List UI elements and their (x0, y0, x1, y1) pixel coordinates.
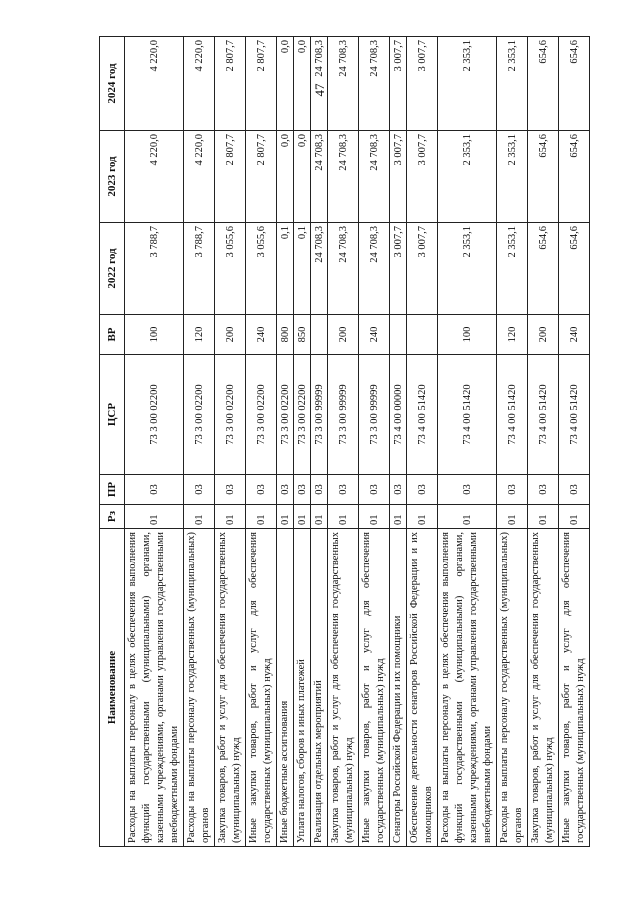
table-header-row (100, 37, 125, 847)
row-name: Закупка товаров, работ и услуг для обеспечения государственных (муниципальных) нужд (328, 529, 359, 847)
row-name: Уплата налогов, сборов и иных платежей (294, 529, 311, 847)
header-2024: 2024 год (100, 37, 125, 131)
row-pr: 03 (294, 475, 311, 505)
table-row (294, 37, 311, 847)
row-csr: 73 4 00 00000 (390, 355, 407, 475)
row-vr (311, 315, 328, 355)
row-vr: 100 (125, 315, 184, 355)
row-pr: 03 (390, 475, 407, 505)
row-2024: 2 353,1 (497, 37, 528, 131)
row-2024: 2 353,1 (438, 37, 497, 131)
row-rz: 01 (246, 505, 277, 529)
row-2022: 0,1 (294, 223, 311, 315)
row-2022: 24 708,3 (311, 223, 328, 315)
row-csr: 73 4 00 51420 (528, 355, 559, 475)
row-csr: 73 3 00 99999 (311, 355, 328, 475)
header-2022: 2022 год (100, 223, 125, 315)
header-rz: Рз (100, 505, 125, 529)
row-2022: 3 055,6 (215, 223, 246, 315)
table-row (359, 37, 390, 847)
row-vr: 200 (328, 315, 359, 355)
table-row (184, 37, 215, 847)
table-row (497, 37, 528, 847)
row-2024: 2 807,7 (246, 37, 277, 131)
row-2022: 24 708,3 (328, 223, 359, 315)
row-rz: 01 (497, 505, 528, 529)
row-2022: 654,6 (528, 223, 559, 315)
row-vr: 240 (359, 315, 390, 355)
row-2024: 0,0 (277, 37, 294, 131)
table-row (215, 37, 246, 847)
row-2023: 2 807,7 (215, 131, 246, 223)
row-rz: 01 (407, 505, 438, 529)
row-name: Расходы на выплаты персоналу государственных (муниципальных) органов (184, 529, 215, 847)
table-row (407, 37, 438, 847)
row-2024: 0,0 (294, 37, 311, 131)
row-rz: 01 (311, 505, 328, 529)
row-2024: 3 007,7 (407, 37, 438, 131)
row-2024: 2 807,7 (215, 37, 246, 131)
row-rz: 01 (390, 505, 407, 529)
row-2024: 24 708,3 (359, 37, 390, 131)
row-2023: 654,6 (559, 131, 590, 223)
row-name: Иные закупки товаров, работ и услуг для обеспечения государственных (муниципальных) нужд (559, 529, 590, 847)
row-rz: 01 (559, 505, 590, 529)
row-2024: 4 220,0 (184, 37, 215, 131)
row-csr: 73 4 00 51420 (438, 355, 497, 475)
page-number: 47 (312, 83, 327, 97)
row-pr: 03 (125, 475, 184, 505)
table-row (559, 37, 590, 847)
row-vr: 240 (559, 315, 590, 355)
row-name: Иные закупки товаров, работ и услуг для обеспечения государственных (муниципальных) нужд (359, 529, 390, 847)
row-2022: 2 353,1 (438, 223, 497, 315)
table-row (328, 37, 359, 847)
table-row (277, 37, 294, 847)
row-pr: 03 (407, 475, 438, 505)
table-row (528, 37, 559, 847)
row-rz: 01 (328, 505, 359, 529)
row-2023: 3 007,7 (407, 131, 438, 223)
row-name: Обеспечение деятельности сенаторов Российской Федерации и их помощников (407, 529, 438, 847)
row-pr: 03 (328, 475, 359, 505)
row-csr: 73 4 00 51420 (407, 355, 438, 475)
row-2024: 654,6 (559, 37, 590, 131)
row-2022: 3 788,7 (184, 223, 215, 315)
header-csr: ЦСР (100, 355, 125, 475)
row-name: Расходы на выплаты персоналу в целях обеспечения выполнения функций государственными (муниципальными) органами, казенными учреждениями, органами управления государственными внебюджетными фондами (438, 529, 497, 847)
table-row (390, 37, 407, 847)
row-name: Закупка товаров, работ и услуг для обеспечения государственных (муниципальных) нужд (528, 529, 559, 847)
row-vr: 100 (438, 315, 497, 355)
table-row (125, 37, 184, 847)
row-2022: 3 007,7 (390, 223, 407, 315)
row-rz: 01 (438, 505, 497, 529)
row-rz: 01 (294, 505, 311, 529)
row-rz: 01 (184, 505, 215, 529)
row-vr: 800 (277, 315, 294, 355)
row-2024: 654,6 (528, 37, 559, 131)
row-2023: 24 708,3 (359, 131, 390, 223)
row-pr: 03 (359, 475, 390, 505)
row-csr: 73 4 00 51420 (497, 355, 528, 475)
table-row (438, 37, 497, 847)
table-row (246, 37, 277, 847)
row-2024: 24 708,3 (311, 37, 328, 131)
row-name: Расходы на выплаты персоналу государственных (муниципальных) органов (497, 529, 528, 847)
row-2022: 0,1 (277, 223, 294, 315)
row-rz: 01 (215, 505, 246, 529)
row-name: Закупка товаров, работ и услуг для обеспечения государственных (муниципальных) нужд (215, 529, 246, 847)
row-rz: 01 (277, 505, 294, 529)
row-vr: 850 (294, 315, 311, 355)
row-csr: 73 3 00 02200 (215, 355, 246, 475)
row-vr (407, 315, 438, 355)
row-pr: 03 (438, 475, 497, 505)
row-pr: 03 (246, 475, 277, 505)
row-2023: 0,0 (294, 131, 311, 223)
row-pr: 03 (559, 475, 590, 505)
row-vr: 200 (215, 315, 246, 355)
row-pr: 03 (184, 475, 215, 505)
row-2023: 654,6 (528, 131, 559, 223)
header-pr: ПР (100, 475, 125, 505)
row-pr: 03 (311, 475, 328, 505)
row-csr: 73 3 00 02200 (294, 355, 311, 475)
row-csr: 73 3 00 99999 (328, 355, 359, 475)
row-csr: 73 3 00 99999 (359, 355, 390, 475)
row-2022: 2 353,1 (497, 223, 528, 315)
row-2023: 2 807,7 (246, 131, 277, 223)
row-name: Сенаторы Российской Федерации и их помощники (390, 529, 407, 847)
row-vr: 120 (497, 315, 528, 355)
row-2022: 3 055,6 (246, 223, 277, 315)
row-rz: 01 (125, 505, 184, 529)
row-vr: 240 (246, 315, 277, 355)
row-rz: 01 (528, 505, 559, 529)
row-pr: 03 (528, 475, 559, 505)
row-2022: 3 788,7 (125, 223, 184, 315)
table-row (311, 37, 328, 847)
rotated-page (99, 37, 586, 847)
row-2024: 3 007,7 (390, 37, 407, 131)
row-csr: 73 3 00 02200 (125, 355, 184, 475)
header-vr: ВР (100, 315, 125, 355)
row-pr: 03 (497, 475, 528, 505)
row-pr: 03 (277, 475, 294, 505)
row-2024: 24 708,3 (328, 37, 359, 131)
row-vr: 120 (184, 315, 215, 355)
row-2023: 3 007,7 (390, 131, 407, 223)
header-2023: 2023 год (100, 131, 125, 223)
row-vr (390, 315, 407, 355)
row-2024: 4 220,0 (125, 37, 184, 131)
row-name: Иные закупки товаров, работ и услуг для обеспечения государственных (муниципальных) нужд (246, 529, 277, 847)
row-2023: 24 708,3 (311, 131, 328, 223)
row-csr: 73 3 00 02200 (184, 355, 215, 475)
row-name: Иные бюджетные ассигнования (277, 529, 294, 847)
row-2023: 24 708,3 (328, 131, 359, 223)
row-2022: 24 708,3 (359, 223, 390, 315)
row-2023: 2 353,1 (497, 131, 528, 223)
budget-table (99, 36, 590, 847)
row-name: Расходы на выплаты персоналу в целях обеспечения выполнения функций государственными (муниципальными) органами, казенными учреждениями, органами управления государственными внебюджетными фондами (125, 529, 184, 847)
row-csr: 73 3 00 02200 (246, 355, 277, 475)
header-name: Наименование (100, 529, 125, 847)
row-csr: 73 3 00 02200 (277, 355, 294, 475)
row-2022: 654,6 (559, 223, 590, 315)
row-pr: 03 (215, 475, 246, 505)
row-2023: 4 220,0 (125, 131, 184, 223)
row-vr: 200 (528, 315, 559, 355)
row-rz: 01 (359, 505, 390, 529)
row-2022: 3 007,7 (407, 223, 438, 315)
row-2023: 0,0 (277, 131, 294, 223)
row-name: Реализация отдельных мероприятий (311, 529, 328, 847)
row-2023: 2 353,1 (438, 131, 497, 223)
row-csr: 73 4 00 51420 (559, 355, 590, 475)
row-2023: 4 220,0 (184, 131, 215, 223)
